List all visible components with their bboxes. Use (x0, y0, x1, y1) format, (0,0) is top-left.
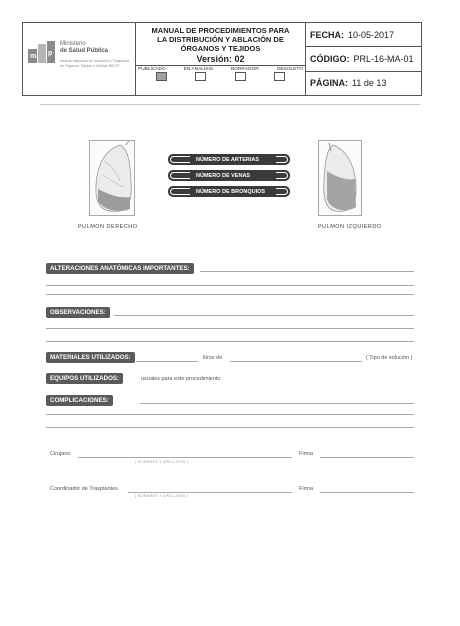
alteraciones-heading: ALTERACIONES ANATÓMICAS IMPORTANTES: (46, 263, 194, 274)
alteraciones-line-3[interactable] (46, 294, 414, 295)
coordinador-firma-label: Firma (299, 486, 314, 492)
coordinador-name-hint: ( NOMBRES Y APELLIDOS ) (135, 494, 189, 498)
pagina-value: 11 de 13 (352, 78, 387, 89)
checkbox-en-analisis[interactable] (195, 72, 206, 81)
materiales-litros-text: litros de (203, 355, 223, 361)
msp-logo-icon: m p (28, 41, 56, 69)
left-lung-label: PULMON IZQUIERDO (318, 224, 382, 230)
complicaciones-line-2[interactable] (46, 414, 414, 415)
pagina-row (306, 72, 421, 95)
bronquios-count-field[interactable] (168, 186, 290, 197)
status-en-analisis: EN ANALISIS (183, 67, 214, 72)
arterias-label: NÚMERO DE ARTERIAS (193, 157, 262, 163)
status-checkboxes (136, 72, 305, 81)
materiales-solution-line[interactable] (230, 361, 362, 362)
institute-name: Instituto Nacional de Donación y Trasplante de Órganos, Tejidos y Células INDOT (60, 59, 130, 68)
complicaciones-heading: COMPLICACIONES: (46, 395, 113, 406)
observaciones-line-2[interactable] (46, 328, 414, 329)
ministry-line1: Ministerio (60, 41, 86, 47)
cirujano-name-line[interactable] (78, 457, 292, 458)
ministry-logo-cell (23, 23, 136, 95)
complicaciones-line-3[interactable] (46, 427, 414, 428)
codigo-row (306, 47, 421, 71)
fecha-row (306, 23, 421, 47)
coordinador-name-line[interactable] (128, 492, 292, 493)
alteraciones-line-2[interactable] (46, 285, 414, 286)
cirujano-name-hint: ( NOMBRES Y APELLIDOS ) (135, 460, 189, 464)
pagina-label: PÁGINA: (310, 78, 348, 89)
ministry-line2: de Salud Pública (60, 48, 109, 54)
bronquios-label: NÚMERO DE BRONQUIOS (193, 189, 268, 195)
cirujano-label: Cirujano (50, 451, 71, 457)
checkbox-borrador[interactable] (235, 72, 246, 81)
status-borrador: BORRADOR (231, 67, 259, 72)
equipos-heading: EQUIPOS UTILIZADOS: (46, 373, 123, 384)
checkbox-obsoleto[interactable] (274, 72, 285, 81)
document-header (22, 22, 422, 96)
status-publicado: PUBLICADO (138, 67, 166, 72)
meta-cell (306, 23, 421, 95)
left-lung-image (318, 140, 362, 216)
alteraciones-line-1[interactable] (200, 271, 414, 272)
title-line-1: MANUAL DE PROCEDIMIENTOS PARA (151, 26, 290, 35)
cirujano-firma-line[interactable] (320, 457, 414, 458)
observaciones-heading: OBSERVACIONES: (46, 307, 110, 318)
coordinador-label: Coordinador de Trasplantes (50, 486, 118, 492)
header-divider (40, 104, 420, 105)
arterias-count-field[interactable] (168, 154, 290, 165)
fecha-label: FECHA: (310, 29, 344, 40)
codigo-label: CÓDIGO: (310, 53, 350, 64)
fecha-value: 10-05-2017 (348, 29, 395, 40)
checkbox-publicado[interactable] (156, 72, 167, 81)
venas-label: NÚMERO DE VENAS (193, 173, 253, 179)
observaciones-line-1[interactable] (114, 315, 414, 316)
cirujano-firma-label: Firma (299, 451, 314, 457)
observaciones-line-3[interactable] (46, 341, 414, 342)
venas-count-field[interactable] (168, 170, 290, 181)
complicaciones-line-1[interactable] (140, 403, 414, 404)
version-label: Versión: 02 (196, 54, 245, 64)
right-lung-label: PULMON DERECHO (78, 224, 138, 230)
materiales-tipo-text: ( Tipo de solución ) (366, 355, 413, 361)
status-obsoleto: OBSOLETO (276, 67, 303, 72)
codigo-value: PRL-16-MA-01 (353, 53, 414, 64)
title-line-2: LA DISTRIBUCIÓN Y ABLACIÓN DE (157, 35, 284, 44)
right-lung-image (89, 140, 135, 216)
materiales-heading: MATERIALES UTILIZADOS: (46, 352, 135, 363)
materiales-amount-line[interactable] (136, 361, 198, 362)
status-labels (136, 65, 305, 72)
title-cell (136, 23, 306, 95)
equipos-text: usuales para este procedimiento (141, 376, 221, 382)
ministry-name (60, 41, 108, 55)
coordinador-firma-line[interactable] (320, 492, 414, 493)
title-line-3: ÓRGANOS Y TEJIDOS (180, 44, 261, 53)
